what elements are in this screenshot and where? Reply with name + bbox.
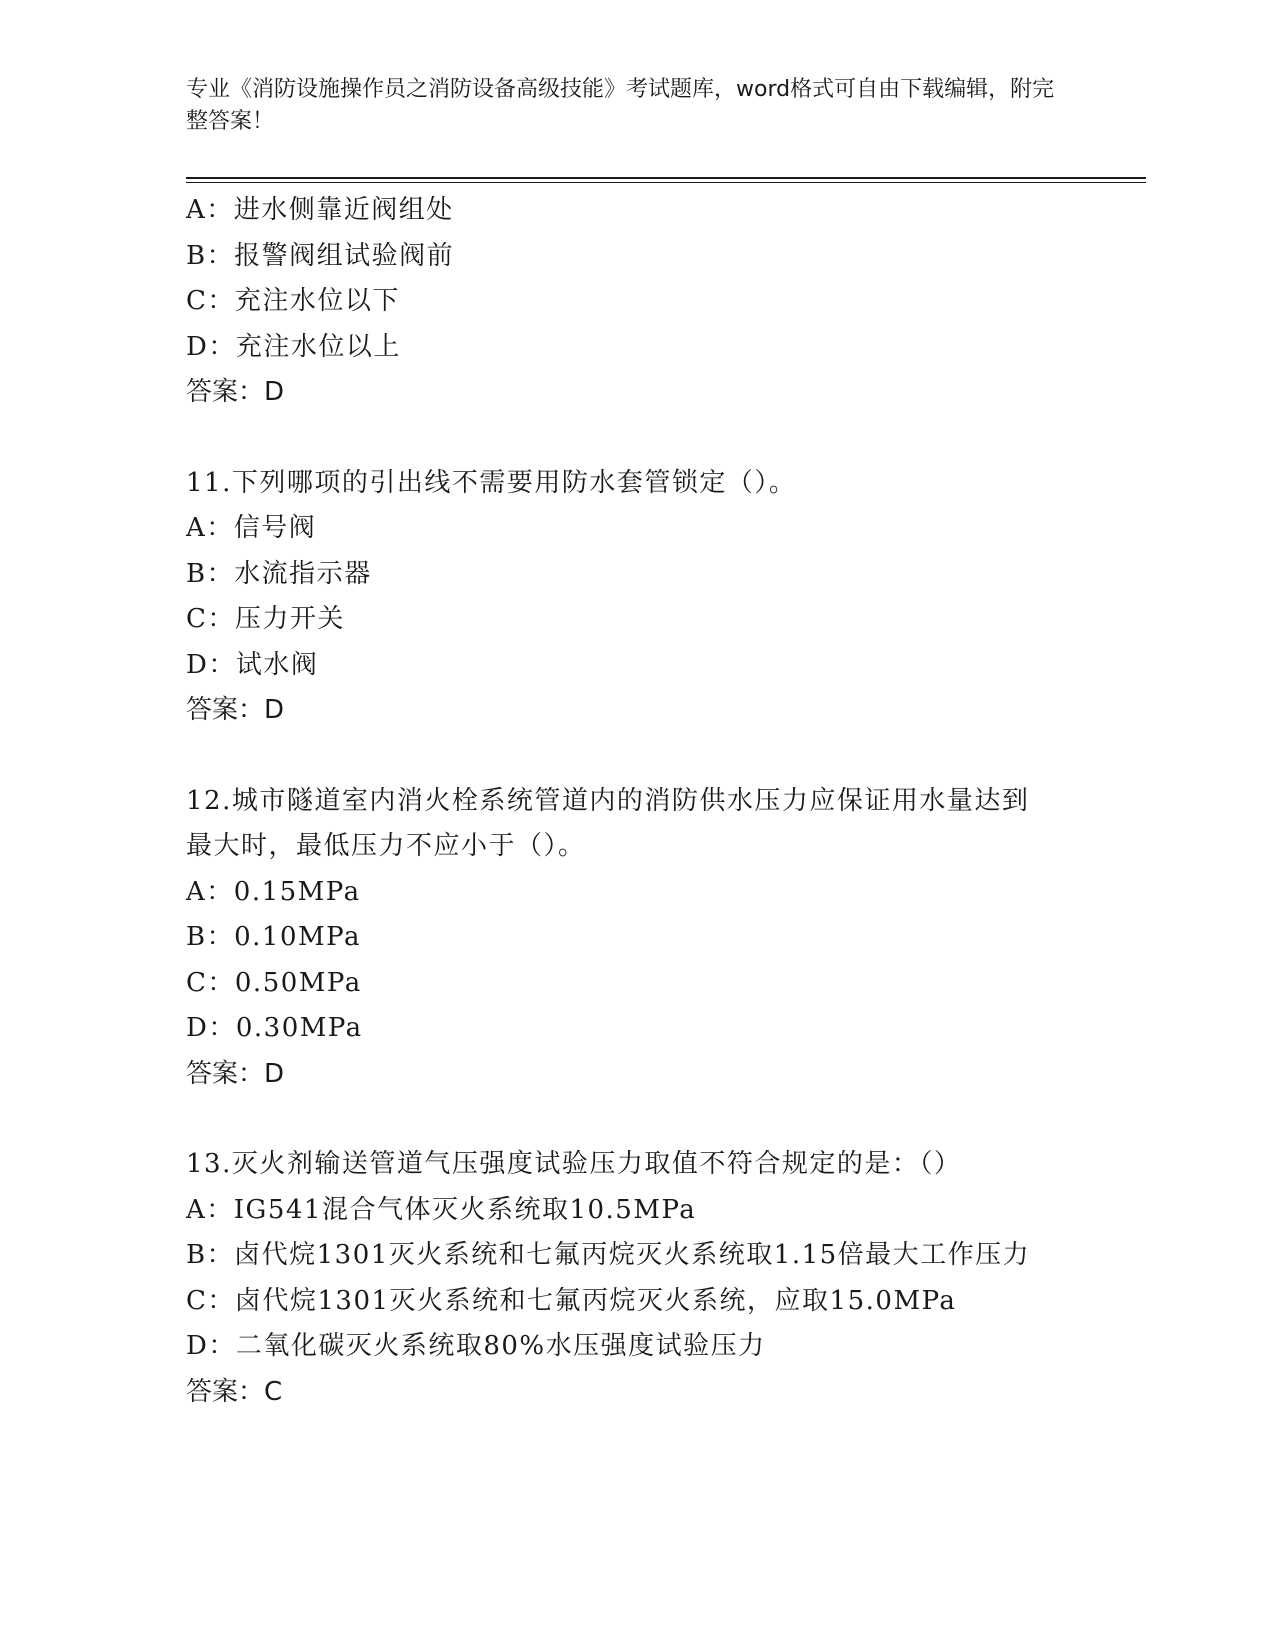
option-a: A：IG541混合气体灭火系统取10.5MPa xyxy=(186,1194,697,1225)
question-11 xyxy=(186,461,1086,734)
option-a: A：0.15MPa xyxy=(186,876,361,907)
option-c: C：卤代烷1301灭火系统和七氟丙烷灭火系统，应取15.0MPa xyxy=(186,1285,957,1316)
option-c: C：充注水位以下 xyxy=(186,286,400,316)
option-a: A：进水侧靠近阀组处 xyxy=(186,195,454,225)
option-a: A：信号阀 xyxy=(186,513,317,543)
option-b: B：报警阀组试验阀前 xyxy=(186,240,455,271)
header-divider-thin xyxy=(186,182,1146,183)
question-text: 11.下列哪项的引出线不需要用防水套管锁定（）。 xyxy=(186,467,797,498)
option-b: B：卤代烷1301灭火系统和七氟丙烷灭火系统取1.15倍最大工作压力 xyxy=(186,1240,1031,1270)
option-d: D：充注水位以上 xyxy=(186,331,401,362)
spacer xyxy=(186,734,1086,779)
question-12 xyxy=(186,779,1086,1098)
document-header: 专业《消防设施操作员之消防设备高级技能》考试题库，word格式可自由下载编辑，附完整答案！ xyxy=(186,77,1055,134)
question-text: 13.灭火剂输送管道气压强度试验压力取值不符合规定的是：（） xyxy=(186,1149,962,1179)
option-d: D：0.30MPa xyxy=(186,1013,363,1043)
header-divider-thick xyxy=(186,177,1146,179)
option-d: D：试水阀 xyxy=(186,649,319,680)
spacer xyxy=(186,1097,1086,1142)
answer: 答案：D xyxy=(186,695,285,725)
answer: 答案：D xyxy=(186,377,285,407)
question-13 xyxy=(186,1142,1086,1415)
question-text-line-1: 12.城市隧道室内消火栓系统管道内的消防供水压力应保证用水量达到 xyxy=(186,785,1030,816)
option-b: B：水流指示器 xyxy=(186,558,372,589)
question-text-line-2: 最大时，最低压力不应小于（）。 xyxy=(186,831,586,861)
spacer xyxy=(186,416,1086,461)
question-10 xyxy=(186,188,1086,416)
option-b: B：0.10MPa xyxy=(186,922,361,952)
answer: 答案：C xyxy=(186,1376,283,1407)
option-d: D：二氧化碳灭火系统取80%水压强度试验压力 xyxy=(186,1331,766,1361)
option-c: C：0.50MPa xyxy=(186,967,362,998)
answer: 答案：D xyxy=(186,1058,285,1089)
option-c: C：压力开关 xyxy=(186,604,345,634)
question-content xyxy=(186,188,1086,1415)
